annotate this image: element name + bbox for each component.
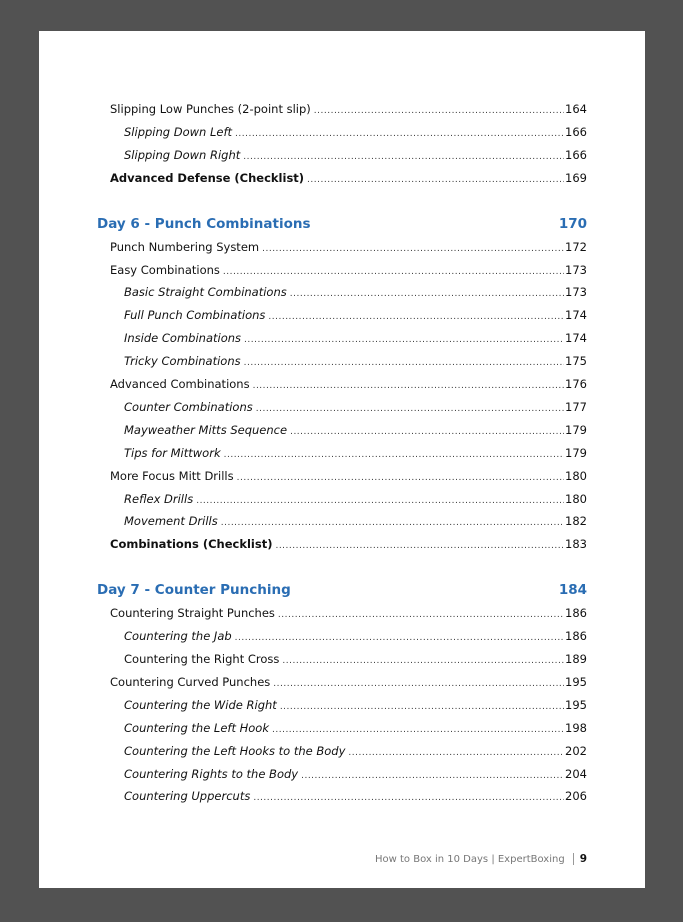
dot-leader — [348, 745, 564, 761]
toc-entry-label: Countering the Left Hook — [124, 720, 269, 735]
toc-entry[interactable] — [110, 170, 587, 186]
toc-entry-label: Slipping Down Right — [124, 147, 241, 162]
toc-entry-label: Advanced Combinations — [110, 377, 250, 391]
dot-leader — [221, 515, 564, 531]
toc-entry-label: Countering Straight Punches — [110, 606, 275, 621]
toc-entry-label: Easy Combinations — [110, 262, 220, 277]
toc-entry-page: 174 — [565, 331, 587, 346]
toc-entry[interactable] — [124, 307, 587, 323]
toc-entry[interactable] — [124, 697, 587, 713]
dot-leader — [290, 424, 564, 440]
toc-entry[interactable] — [124, 124, 587, 140]
chapter-heading[interactable] — [97, 581, 587, 599]
toc-entry-page: 204 — [565, 766, 587, 781]
dot-leader — [273, 676, 564, 692]
toc-entry[interactable] — [124, 651, 587, 667]
toc-entry[interactable] — [124, 399, 587, 415]
dot-leader — [282, 653, 564, 669]
document-page — [39, 31, 645, 888]
toc-entry-page: 195 — [565, 697, 587, 712]
toc-entry-page: 195 — [565, 674, 587, 689]
toc-entry[interactable] — [124, 445, 587, 461]
toc-entry-page: 176 — [565, 377, 587, 391]
page-footer — [375, 853, 587, 865]
toc-entry-page: 175 — [565, 354, 587, 369]
toc-entry-page: 180 — [565, 468, 587, 483]
toc-entry-label: Tips for Mittwork — [124, 445, 221, 460]
dot-leader — [275, 538, 564, 554]
toc-entry-label: Tricky Combinations — [124, 354, 241, 369]
toc-entry-label: Mayweather Mitts Sequence — [124, 422, 288, 437]
toc-entry-label: Full Punch Combinations — [124, 308, 266, 323]
dot-leader — [280, 699, 564, 715]
dot-leader — [223, 264, 564, 280]
toc-entry-page: 173 — [565, 262, 587, 277]
toc-entry-label: Slipping Down Left — [124, 124, 233, 139]
chapter-page-number: 170 — [558, 215, 587, 232]
toc-entry[interactable] — [124, 284, 587, 300]
toc-entry-label: Countering the Jab — [124, 629, 232, 644]
toc-entry-label: Countering Rights to the Body — [124, 766, 299, 781]
toc-entry[interactable] — [110, 536, 587, 552]
dot-leader — [307, 172, 564, 188]
dot-leader — [253, 790, 564, 806]
dot-leader — [262, 241, 564, 257]
dot-leader — [244, 355, 564, 371]
footer-divider — [573, 853, 574, 865]
toc-entry-label: Countering Curved Punches — [110, 674, 271, 689]
toc-entry-label: Movement Drills — [124, 514, 218, 529]
page-number: 9 — [579, 853, 587, 865]
toc-entry-label: Punch Numbering System — [110, 239, 260, 254]
toc-entry-label: Slipping Low Punches (2-point slip) — [110, 102, 311, 116]
toc-entry[interactable] — [124, 491, 587, 507]
toc-entry-page: 166 — [565, 147, 587, 162]
toc-entry-label: Countering the Left Hooks to the Body — [124, 743, 346, 758]
toc-entry-page: 206 — [565, 789, 587, 804]
toc-entry-page: 179 — [565, 445, 587, 460]
toc-entry[interactable] — [110, 101, 587, 117]
dot-leader — [224, 447, 564, 463]
toc-entry[interactable] — [124, 513, 587, 529]
chapter-heading[interactable] — [97, 215, 587, 233]
toc-entry[interactable] — [124, 720, 587, 736]
toc-entry-page: 198 — [565, 720, 587, 735]
toc-entry[interactable] — [110, 239, 587, 255]
toc-entry[interactable] — [124, 422, 587, 438]
toc-entry[interactable] — [124, 628, 587, 644]
toc-entry[interactable] — [124, 147, 587, 163]
toc-entry[interactable] — [110, 674, 587, 690]
toc-entry-page: 173 — [565, 285, 587, 300]
footer-text: How to Box in 10 Days | ExpertBoxing — [375, 853, 565, 865]
dot-leader — [235, 630, 564, 646]
toc-entry-label: More Focus Mitt Drills — [110, 468, 234, 483]
toc-entry-label: Countering Uppercuts — [124, 789, 251, 804]
toc-entry[interactable] — [110, 262, 587, 278]
dot-leader — [314, 103, 564, 119]
toc-entry-label: Reflex Drills — [124, 491, 194, 506]
toc-entry-page: 166 — [565, 124, 587, 139]
chapter-title: Day 6 - Punch Combinations — [97, 215, 311, 232]
toc-entry-page: 164 — [565, 102, 587, 116]
toc-entry[interactable] — [110, 376, 587, 392]
dot-leader — [196, 493, 564, 509]
toc-entry-page: 180 — [565, 491, 587, 506]
dot-leader — [290, 286, 564, 302]
dot-leader — [268, 309, 564, 325]
toc-entry-page: 177 — [565, 399, 587, 414]
toc-entry-label: Basic Straight Combinations — [124, 285, 287, 300]
toc-entry[interactable] — [124, 330, 587, 346]
dot-leader — [235, 126, 564, 142]
dot-leader — [237, 470, 564, 486]
toc-entry-page: 202 — [565, 743, 587, 758]
toc-entry[interactable] — [124, 766, 587, 782]
toc-entry[interactable] — [124, 353, 587, 369]
toc-entry-label: Countering the Wide Right — [124, 697, 277, 712]
dot-leader — [256, 401, 564, 417]
toc-entry-page: 172 — [565, 239, 587, 254]
toc-entry-label: Counter Combinations — [124, 399, 253, 414]
toc-entry-page: 186 — [565, 606, 587, 621]
dot-leader — [301, 768, 564, 784]
toc-entry-label: Inside Combinations — [124, 331, 242, 346]
dot-leader — [278, 607, 564, 623]
toc-entry-label: Countering the Right Cross — [124, 652, 280, 666]
dot-leader — [272, 722, 564, 738]
toc-entry-page: 186 — [565, 629, 587, 644]
toc-entry-page: 189 — [565, 652, 587, 666]
chapter-title: Day 7 - Counter Punching — [97, 582, 291, 599]
toc-entry-label: Combinations (Checklist) — [110, 537, 273, 552]
toc-entry-page: 179 — [565, 422, 587, 437]
dot-leader — [243, 149, 564, 165]
toc-entry-page: 174 — [565, 308, 587, 323]
toc-entry-page: 182 — [565, 514, 587, 529]
toc-entry-page: 183 — [565, 537, 587, 552]
chapter-page-number: 184 — [558, 582, 587, 599]
toc-entry[interactable] — [110, 605, 587, 621]
toc-entry-label: Advanced Defense (Checklist) — [110, 170, 305, 185]
toc-entry[interactable] — [110, 468, 587, 484]
dot-leader — [244, 332, 564, 348]
toc-entry[interactable] — [124, 788, 587, 804]
toc-entry[interactable] — [124, 743, 587, 759]
toc-entry-page: 169 — [565, 170, 587, 185]
dot-leader — [253, 378, 564, 394]
